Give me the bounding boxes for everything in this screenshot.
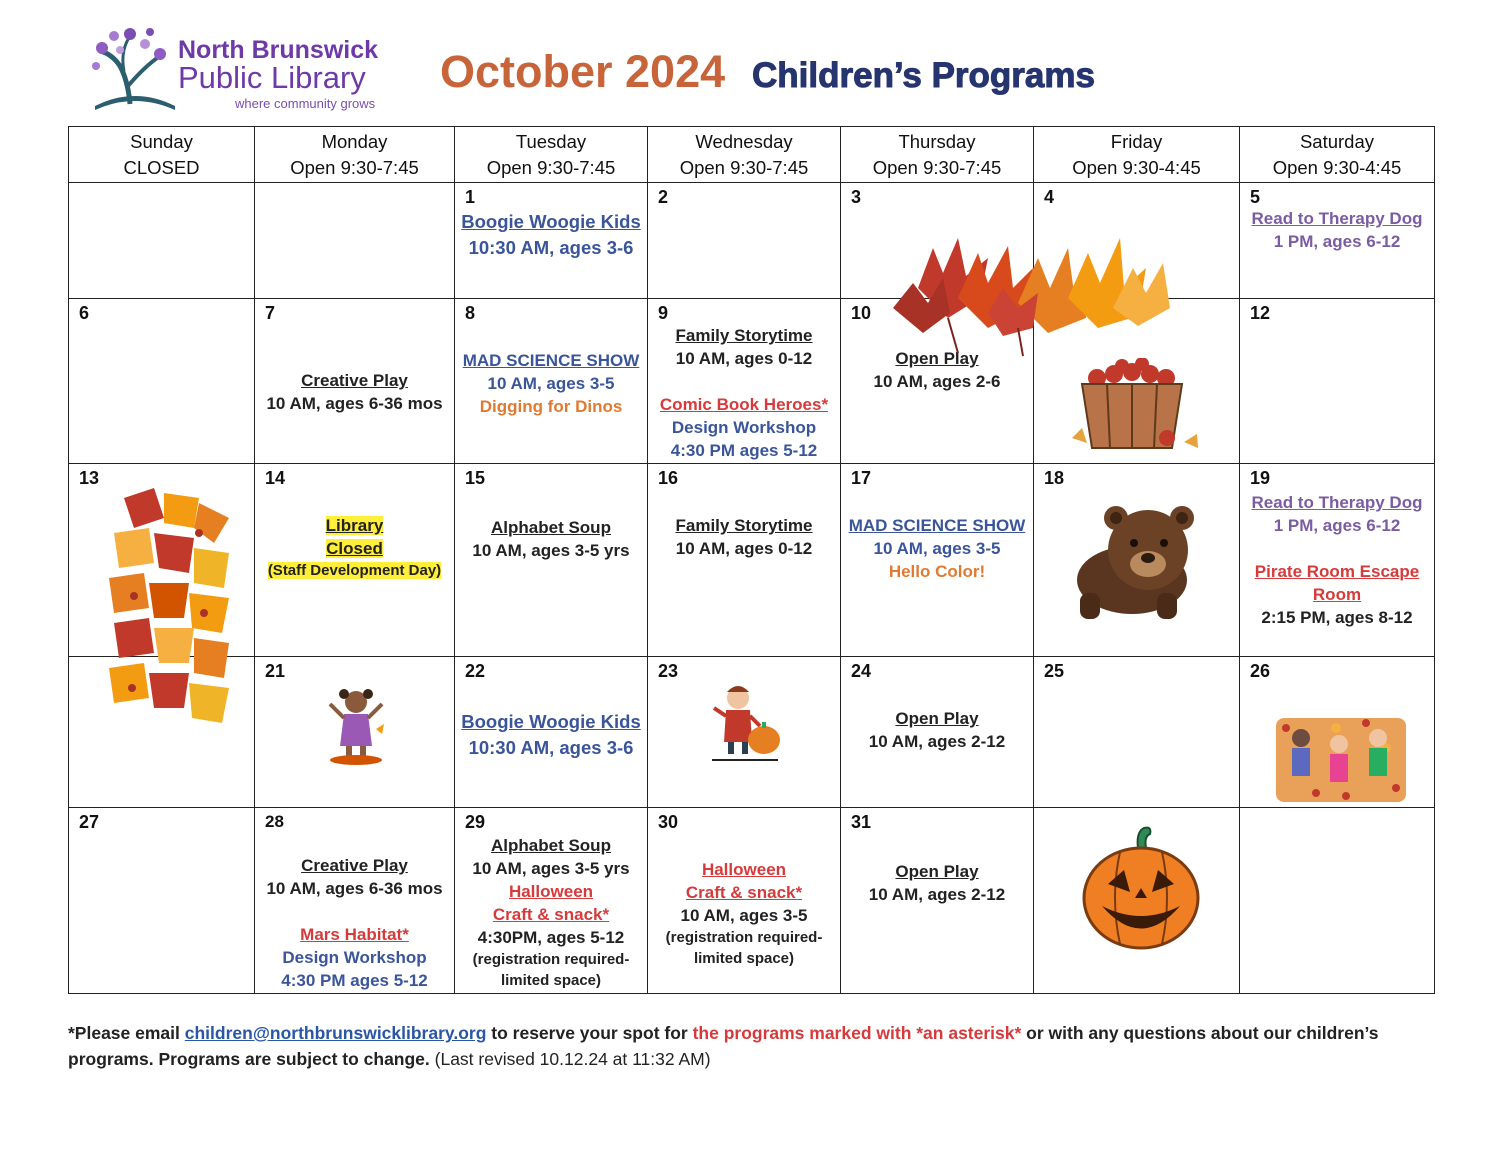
event-time: 10 AM, ages 3-5 yrs: [472, 541, 630, 560]
date-number: 13: [79, 468, 100, 488]
event-title[interactable]: Creative Play: [301, 856, 408, 875]
date-number: 25: [1044, 661, 1065, 681]
event-title[interactable]: Alphabet Soup: [491, 836, 611, 855]
event-time: 4:30PM, ages 5-12: [477, 928, 625, 947]
date-number: 10: [851, 303, 872, 323]
day-cell-1: [455, 183, 648, 299]
date-number: 27: [79, 812, 100, 832]
date-number: 28: [265, 812, 284, 831]
day-cell-2: [648, 183, 841, 299]
event-title[interactable]: Creative Play: [301, 371, 408, 390]
event-time: 4:30 PM ages 5-12: [670, 441, 818, 460]
day-header-saturday: Saturday Open 9:30-4:45: [1240, 127, 1435, 183]
event-title[interactable]: Comic Book Heroes*: [659, 395, 829, 414]
event-title[interactable]: Read to Therapy Dog: [1251, 209, 1423, 228]
asterisk-note: the programs marked with *an asterisk*: [692, 1023, 1022, 1043]
event-title: Closed: [326, 539, 383, 558]
day-cell-22: [455, 657, 648, 808]
date-number: 1: [465, 187, 476, 207]
event-subtitle: Design Workshop: [282, 948, 427, 967]
day-cell-14: [255, 464, 455, 657]
event-time: 10 AM, ages 0-12: [675, 539, 813, 558]
event-note: (registration required-: [472, 951, 630, 968]
date-number: 26: [1250, 661, 1271, 681]
date-number: 7: [265, 303, 276, 323]
event-title: Library: [325, 516, 384, 535]
week-row-3: [69, 464, 1435, 657]
event-title-cont[interactable]: Craft & snack*: [685, 883, 803, 902]
event-title[interactable]: MAD SCIENCE SHOW: [462, 351, 640, 370]
bear-icon: [1072, 498, 1198, 622]
event-title[interactable]: Family Storytime: [675, 516, 813, 535]
event-time: 10 AM, ages 0-12: [675, 349, 813, 368]
week-row-5: [69, 808, 1435, 994]
event-note: (registration required-: [665, 929, 823, 946]
date-number: 24: [851, 661, 872, 681]
day-header-thursday: Thursday Open 9:30-7:45: [841, 127, 1034, 183]
day-cell-28: [255, 808, 455, 994]
event-title[interactable]: Mars Habitat*: [300, 925, 409, 944]
event-time: 2:15 PM, ages 8-12: [1261, 608, 1413, 627]
event-time: 10 AM, ages 3-5: [873, 539, 1001, 558]
event-note: (Staff Development Day): [267, 562, 442, 579]
event-time: 10 AM, ages 3-5 yrs: [472, 859, 630, 878]
event-title-cont[interactable]: Room: [1312, 585, 1362, 604]
jack-o-lantern-icon: [1080, 826, 1202, 952]
event-time: 10 AM, ages 2-12: [868, 732, 1006, 751]
event-title[interactable]: Halloween: [701, 860, 787, 879]
event-title[interactable]: Open Play: [895, 709, 979, 728]
date-number: 18: [1044, 468, 1065, 488]
event-title[interactable]: Halloween: [508, 882, 594, 901]
event-time: 10 AM, ages 6-36 mos: [266, 394, 443, 413]
event-time: 4:30 PM ages 5-12: [281, 971, 428, 990]
program-title: Children’s Programs: [752, 56, 1095, 95]
day-cell-31: [841, 808, 1034, 994]
date-number: 31: [851, 812, 872, 832]
date-number: 23: [658, 661, 679, 681]
date-number: 4: [1044, 187, 1055, 207]
date-number: 29: [465, 812, 486, 832]
calendar-header-row: [69, 127, 1435, 183]
autumn-leaves-icon: [888, 228, 1178, 360]
week-row-2: [69, 299, 1435, 464]
event-time: 1 PM, ages 6-12: [1273, 232, 1401, 251]
event-title[interactable]: Boogie Woogie Kids: [461, 711, 641, 732]
day-cell-19: [1240, 464, 1435, 657]
day-cell-24: [841, 657, 1034, 808]
event-time: 10:30 AM, ages 3-6: [468, 237, 634, 258]
event-time: 10 AM, ages 6-36 mos: [266, 879, 443, 898]
event-subtitle: Digging for Dinos: [479, 397, 623, 416]
footer-note: *Please email children@northbrunswicklibrary.org to reserve your spot for the programs marked with *an asterisk* or with any questions about our children’s programs. Programs are subject to change. (Last revised 10.12.24 at 11:32 AM): [68, 1023, 1379, 1069]
event-title[interactable]: Pirate Room Escape: [1254, 562, 1420, 581]
day-cell-25: [1034, 657, 1240, 808]
event-title[interactable]: Read to Therapy Dog: [1251, 493, 1423, 512]
day-header-sunday: Sunday CLOSED: [69, 127, 255, 183]
date-number: 15: [465, 468, 486, 488]
event-time: 10 AM, ages 3-5: [680, 906, 808, 925]
tree-book-logo-icon: [90, 26, 180, 112]
day-cell-27: [69, 808, 255, 994]
event-title[interactable]: Family Storytime: [675, 326, 813, 345]
day-cell-9: [648, 299, 841, 464]
day-cell-7: [255, 299, 455, 464]
date-number: 30: [658, 812, 679, 832]
date-number: 2: [658, 187, 669, 207]
day-cell-30: [648, 808, 841, 994]
day-cell-17: [841, 464, 1034, 657]
logo-tagline: where community grows: [235, 96, 376, 111]
revised-date: (Last revised 10.12.24 at 11:32 AM): [434, 1049, 711, 1069]
leaf-garland-icon: [104, 488, 238, 732]
day-header-monday: Monday Open 9:30-7:45: [255, 127, 455, 183]
date-number: 9: [658, 303, 669, 323]
day-header-friday: Friday Open 9:30-4:45: [1034, 127, 1240, 183]
email-link[interactable]: children@northbrunswicklibrary.org: [184, 1023, 487, 1043]
day-cell-29: [455, 808, 648, 994]
kids-in-leaves-icon: [1276, 708, 1406, 804]
event-title[interactable]: MAD SCIENCE SHOW: [848, 516, 1026, 535]
date-number: 3: [851, 187, 862, 207]
event-time: 10 AM, ages 3-5: [487, 374, 615, 393]
logo-line2: Public Library: [178, 60, 366, 95]
day-cell-empty: [69, 183, 255, 299]
day-cell-5: [1240, 183, 1435, 299]
day-cell-empty: [255, 183, 455, 299]
girl-leaves-icon: [326, 684, 386, 766]
event-time: 10 AM, ages 2-6: [873, 372, 1001, 391]
event-subtitle: Hello Color!: [888, 562, 986, 581]
date-number: 17: [851, 468, 872, 488]
day-cell-12: [1240, 299, 1435, 464]
event-title-cont[interactable]: Craft & snack*: [492, 905, 610, 924]
calendar-grid: [68, 126, 1435, 994]
event-time: 10:30 AM, ages 3-6: [468, 737, 634, 758]
date-number: 8: [465, 303, 476, 323]
date-number: 6: [79, 303, 90, 323]
event-time: 1 PM, ages 6-12: [1273, 516, 1401, 535]
event-title[interactable]: Alphabet Soup: [491, 518, 611, 537]
boy-pumpkin-icon: [712, 680, 782, 762]
event-time: 10 AM, ages 2-12: [868, 885, 1006, 904]
month-title: October 2024: [440, 46, 726, 97]
date-number: 12: [1250, 303, 1271, 323]
event-title[interactable]: Open Play: [895, 862, 979, 881]
logo-line1: North Brunswick: [178, 36, 379, 64]
event-subtitle: Design Workshop: [671, 418, 817, 437]
date-number: 21: [265, 661, 286, 681]
day-cell-empty: [1240, 808, 1435, 994]
week-row-1: [69, 183, 1435, 299]
event-note: limited space): [693, 950, 795, 967]
date-number: 14: [265, 468, 286, 488]
day-header-wednesday: Wednesday Open 9:30-7:45: [648, 127, 841, 183]
event-title[interactable]: Open Play: [895, 349, 979, 368]
date-number: 5: [1250, 187, 1261, 207]
day-header-tuesday: Tuesday Open 9:30-7:45: [455, 127, 648, 183]
library-logo: [90, 26, 410, 112]
apple-basket-icon: [1072, 358, 1202, 454]
day-cell-15: [455, 464, 648, 657]
day-cell-16: [648, 464, 841, 657]
date-number: 19: [1250, 468, 1271, 488]
date-number: 22: [465, 661, 486, 681]
date-number: 16: [658, 468, 679, 488]
event-note: limited space): [500, 972, 602, 989]
day-cell-6: [69, 299, 255, 464]
event-title[interactable]: Boogie Woogie Kids: [461, 211, 641, 232]
day-cell-8: [455, 299, 648, 464]
